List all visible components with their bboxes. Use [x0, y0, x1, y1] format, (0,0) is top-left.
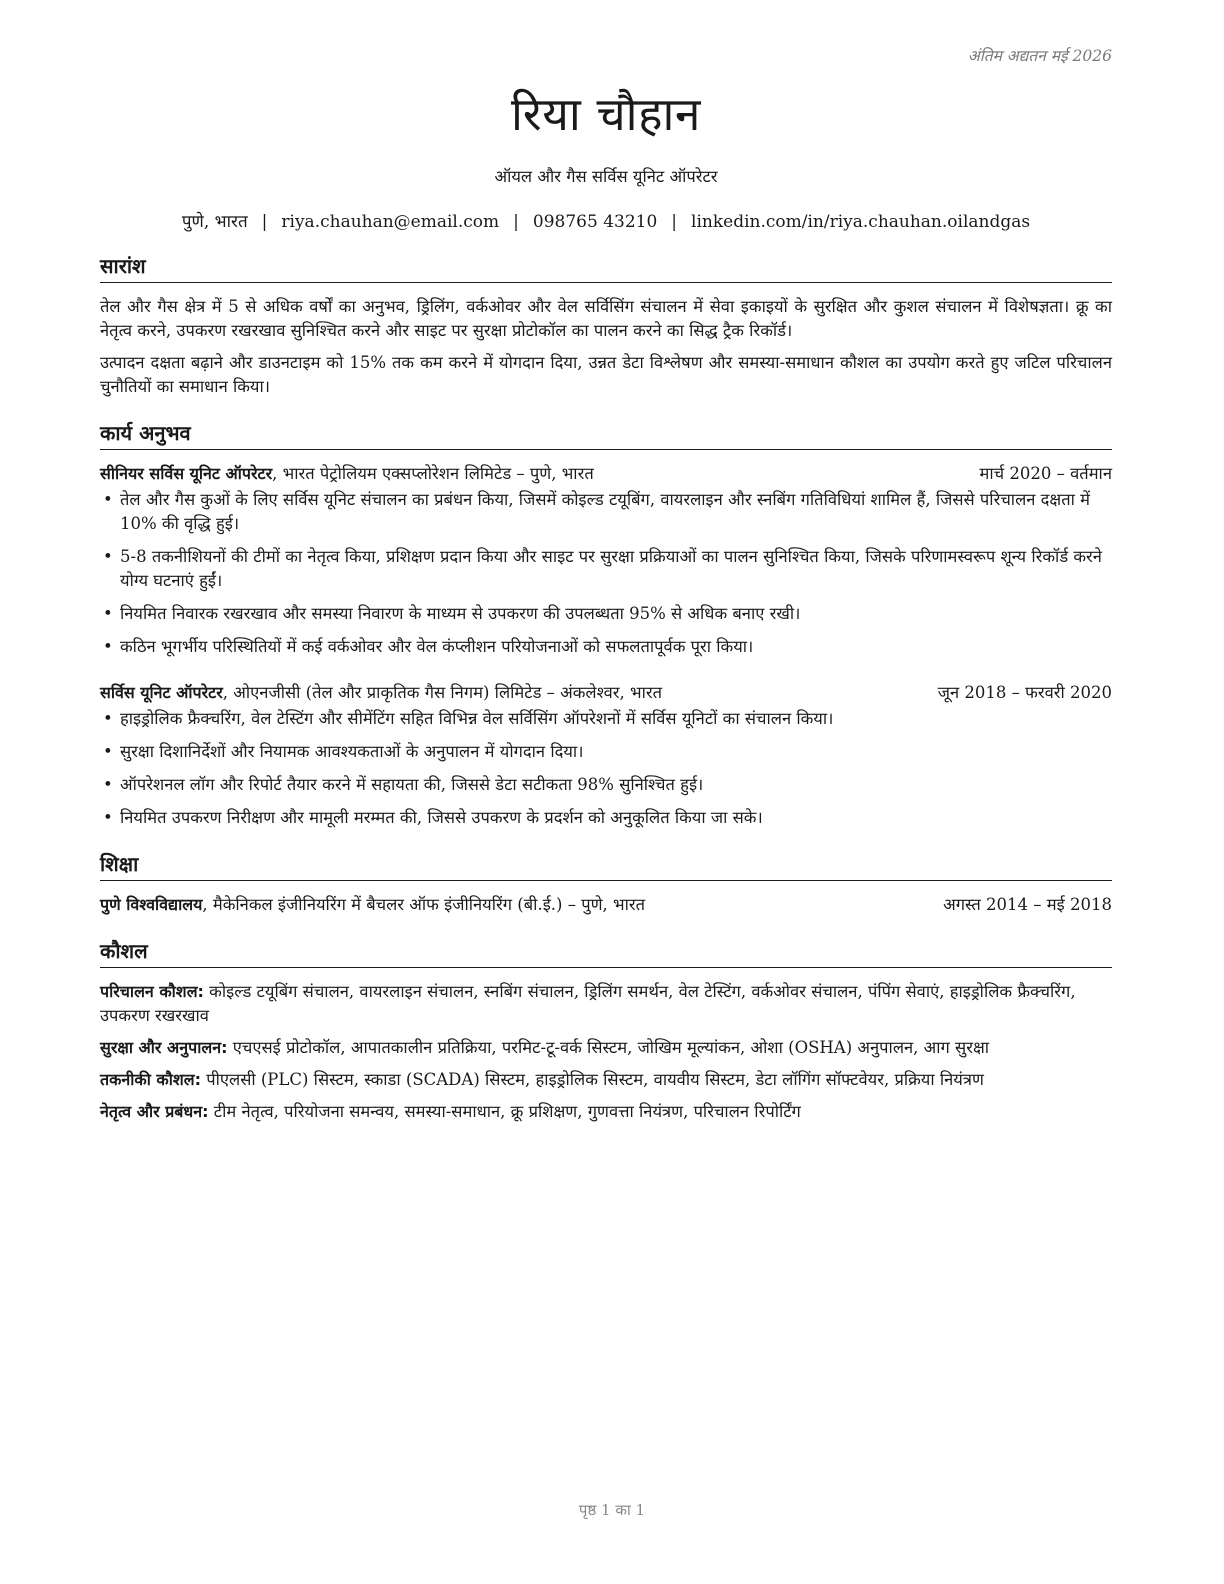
skill-label: सुरक्षा और अनुपालन: — [100, 1038, 228, 1057]
resume-page — [100, 42, 1112, 1132]
job-entry — [100, 462, 1112, 659]
skill-label: नेतृत्व और प्रबंधन: — [100, 1102, 209, 1121]
bullet-item: • सुरक्षा दिशानिर्देशों और नियामक आवश्यकताओं के अनुपालन में योगदान दिया। — [100, 740, 1112, 764]
education-institution: पुणे विश्वविद्यालय — [100, 895, 203, 914]
skill-line — [100, 1036, 1112, 1060]
skill-line — [100, 1100, 1112, 1124]
skill-label: परिचालन कौशल: — [100, 982, 204, 1001]
phone: 098765 43210 — [532, 212, 658, 232]
skill-line — [100, 980, 1112, 1028]
education-entry — [100, 893, 1112, 917]
job-entry — [100, 681, 1112, 830]
bullet-item: • नियमित उपकरण निरीक्षण और मामूली मरम्मत की, जिससे उपकरण के प्रदर्शन को अनुकूलित किया जा सके। — [100, 806, 1112, 830]
job-dates: मार्च 2020 – वर्तमान — [979, 464, 1112, 483]
skill-label: तकनीकी कौशल: — [100, 1070, 201, 1089]
skill-text: टीम नेतृत्व, परियोजना समन्वय, समस्या-समाधान, क्रू प्रशिक्षण, गुणवत्ता नियंत्रण, परिचालन रिपोर्टिंग — [208, 1102, 801, 1121]
contact-line — [100, 209, 1112, 232]
job-bullets — [100, 707, 1112, 830]
bullet-item: • तेल और गैस कुओं के लिए सर्विस यूनिट संचालन का प्रबंधन किया, जिसमें कोइल्ड टयूबिंग, वायरलाइन और स्नबिंग गतिविधियां शामिल हैं, जिससे परिचालन दक्षता में 10% की वृद्धि हुई। — [100, 488, 1112, 536]
bullet-item: • कठिन भूगर्भीय परिस्थितियों में कई वर्कओवर और वेल कंप्लीशन परियोजनाओं को सफलतापूर्वक पूरा किया। — [100, 635, 1112, 659]
skill-text: पीएलसी (PLC) सिस्टम, स्काडा (SCADA) सिस्टम, हाइड्रोलिक सिस्टम, वायवीय सिस्टम, डेटा लॉगिंग सॉफ्टवेयर, प्रक्रिया नियंत्रण — [201, 1070, 984, 1089]
last-updated: अंतिम अद्यतन मई 2026 — [967, 47, 1112, 65]
job-org: , भारत पेट्रोलियम एक्सप्लोरेशन लिमिटेड – पुणे, भारत — [272, 464, 594, 483]
education-dates: अगस्त 2014 – मई 2018 — [943, 895, 1112, 914]
separator: | — [513, 212, 519, 232]
skill-line — [100, 1068, 1112, 1092]
location: पुणे, भारत — [181, 212, 248, 232]
bullet-item: • नियमित निवारक रखरखाव और समस्या निवारण के माध्यम से उपकरण की उपलब्धता 95% से अधिक बनाए रखी। — [100, 602, 1112, 626]
email-link[interactable]: riya.chauhan@email.com — [281, 212, 500, 232]
job-position — [100, 681, 662, 705]
job-role: सीनियर सर्विस यूनिट ऑपरेटर — [100, 464, 273, 483]
summary-paragraph: तेल और गैस क्षेत्र में 5 से अधिक वर्षों का अनुभव, ड्रिलिंग, वर्कओवर और वेल सर्विसिंग संचालन में सेवा इकाइयों के सुरक्षित और कुशल संचालन में विशेषज्ञता। क्रू का नेतृत्व करने, उपकरण रखरखाव सुनिश्चित करने और साइट पर सुरक्षा प्रोटोकॉल का पालन करने का सिद्ध ट्रैक रिकॉर्ड। — [100, 297, 1112, 340]
job-header — [100, 681, 1112, 705]
education-detail — [100, 893, 645, 917]
experience-heading: कार्य अनुभव — [100, 419, 1112, 450]
separator: | — [671, 212, 678, 232]
skill-text: एचएसई प्रोटोकॉल, आपातकालीन प्रतिक्रिया, परमिट-टू-वर्क सिस्टम, जोखिम मूल्यांकन, ओशा (OSHA) अनुपालन, आग सुरक्षा — [227, 1038, 990, 1057]
job-org: , ओएनजीसी (तेल और प्राकृतिक गैस निगम) लिमिटेड – अंकलेश्वर, भारत — [222, 683, 663, 702]
education-degree: , मैकेनिकल इंजीनियरिंग में बैचलर ऑफ इंजीनियरिंग (बी.ई.) – पुणे, भारत — [202, 895, 646, 914]
bullet-item: • 5-8 तकनीशियनों की टीमों का नेतृत्व किया, प्रशिक्षण प्रदान किया और साइट पर सुरक्षा प्रक्रियाओं का पालन सुनिश्चित किया, जिसके परिणामस्वरूप शून्य रिकॉर्ड करने योग्य घटनाएं हुईं। — [100, 545, 1112, 593]
bullet-item: • हाइड्रोलिक फ्रैक्चरिंग, वेल टेस्टिंग और सीमेंटिंग सहित विभिन्न वेल सर्विसिंग ऑपरेशनों में सर्विस यूनिटों का संचालन किया। — [100, 707, 1112, 731]
page-number: पृष्ठ 1 का 1 — [578, 1501, 646, 1519]
job-position — [100, 462, 594, 486]
candidate-name: रिया चौहान — [511, 87, 701, 141]
summary-heading: सारांश — [100, 252, 1112, 283]
job-header — [100, 462, 1112, 486]
bullet-item: • ऑपरेशनल लॉग और रिपोर्ट तैयार करने में सहायता की, जिससे डेटा सटीकता 98% सुनिश्चित हुई। — [100, 773, 1112, 797]
job-dates: जून 2018 – फरवरी 2020 — [937, 683, 1112, 702]
linkedin-link[interactable]: linkedin.com/in/riya.chauhan.oilandgas — [691, 212, 1031, 232]
job-role: सर्विस यूनिट ऑपरेटर — [100, 683, 223, 702]
skills-heading: कौशल — [100, 937, 1112, 968]
separator: | — [261, 212, 268, 232]
education-heading: शिक्षा — [100, 850, 1112, 881]
job-title: ऑयल और गैस सर्विस यूनिट ऑपरेटर — [494, 167, 718, 186]
summary-paragraph: उत्पादन दक्षता बढ़ाने और डाउनटाइम को 15% तक कम करने में योगदान दिया, उन्नत डेटा विश्लेषण और समस्या-समाधान कौशल का उपयोग करते हुए जटिल परिचालन चुनौतियों का समाधान किया। — [100, 353, 1112, 396]
skill-text: कोइल्ड टयूबिंग संचालन, वायरलाइन संचालन, स्नबिंग संचालन, ड्रिलिंग समर्थन, वेल टेस्टिंग, वर्कओवर संचालन, पंपिंग सेवाएं, हाइड्रोलिक फ्रैक्चरिंग, उपकरण रखरखाव — [100, 982, 1076, 1025]
job-bullets — [100, 488, 1112, 659]
